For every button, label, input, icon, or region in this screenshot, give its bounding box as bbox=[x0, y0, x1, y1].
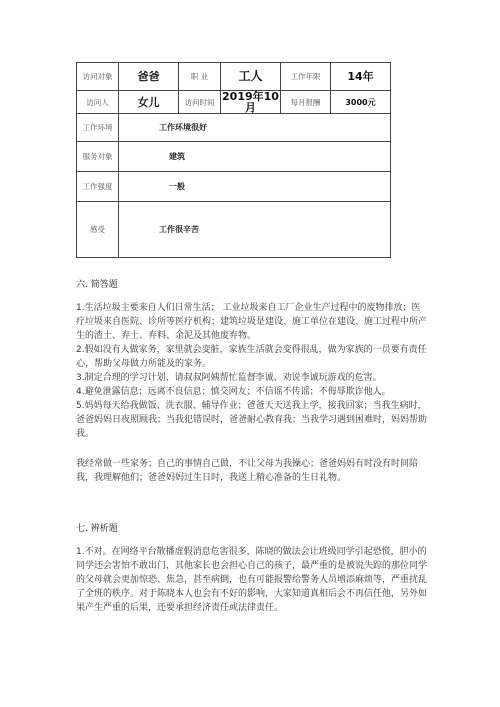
table-row bbox=[77, 172, 391, 202]
section6-answers bbox=[76, 301, 428, 441]
time-value: 2019年10月 bbox=[222, 90, 279, 114]
section7-answers bbox=[76, 545, 428, 615]
answer-item-4: 4.避免泄露信息；远离不良信息；慎交网友；不信谣不传谣；不侮辱欺诈他人。 bbox=[76, 387, 391, 397]
analysis-item-1: 1.不对。在网络平台散播虚假消息危害很多，陈晓的做法会让班级同学引起恐慌，胆小的同学还会害怕不敢出门，其他家长也会担心自己的孩子，最严重的是被说失踪的那位同学的父母就会更加惊恐、焦急，甚至病倒，也有可能报警给警务人员增添麻烦等，严重扰乱了全班的秩序。对于陈晓本人也会有不好的影响，大家知道真相后会不再信任他，另外如果产生严重的后果，还要承担经济责任或法律责任。 bbox=[76, 547, 428, 613]
service-target-label: 服务对象 bbox=[77, 142, 119, 172]
answer-item-2: 2.假如没有人做家务，家里就会变脏，家族生活就会变得很乱，做为家族的一员要有责任心，帮助父母做力所能及的家务。 bbox=[76, 345, 427, 369]
years-label: 工作年限 bbox=[281, 63, 331, 91]
environment-value: 工作环境很好 bbox=[159, 123, 207, 132]
intensity-label: 工作强度 bbox=[77, 172, 119, 202]
job-value: 工人 bbox=[221, 63, 281, 91]
visitor-label: 访问人 bbox=[77, 91, 119, 114]
table-row bbox=[77, 63, 391, 91]
years-value: 14年 bbox=[331, 63, 391, 91]
survey-table bbox=[76, 62, 391, 258]
table-row bbox=[77, 91, 391, 114]
income-value: 3000元 bbox=[331, 91, 391, 114]
table-row bbox=[77, 202, 391, 258]
answer-item-3: 3.制定合理的学习计划、请叔叔阿姨帮忙监督李诚、劝说李诚玩游戏的危害。 bbox=[76, 373, 382, 383]
table-row bbox=[77, 142, 391, 172]
answer-item-1: 1.生活垃圾主要来自人们日常生活； 工业垃圾来自工厂企业生产过程中的废物排放；医疗垃圾来自医院、诊所等医疗机构；建筑垃圾是建设、施工单位在建设、施工过程中所产生的渣土、弃土、弃料、余泥及其他废弃物。 bbox=[76, 303, 428, 341]
answer-item-5: 5.妈妈每天给我做饭、洗衣服、辅导作业；爸爸天天送我上学，接我回家；当我生病时，爸爸妈妈日夜照顾我；当我犯错误时，爸爸耐心教育我；当我学习遇到困难时，妈妈帮助我。 bbox=[76, 401, 428, 439]
service-target-value: 建筑 bbox=[169, 152, 185, 161]
visit-target-label: 访问对象 bbox=[77, 63, 119, 91]
feeling-value: 工作很辛苦 bbox=[159, 225, 199, 234]
section6-extra: 我经常做一些家务；自己的事情自己做，不让父母为我操心；爸爸妈妈有时没有时间陪我，我理解他们；爸爸妈妈过生日时，我送上精心准备的生日礼物。 bbox=[76, 459, 419, 483]
table-row bbox=[77, 114, 391, 142]
feeling-label: 感受 bbox=[77, 202, 119, 258]
environment-label: 工作环境 bbox=[77, 114, 119, 142]
intensity-value: 一般 bbox=[169, 182, 185, 191]
time-label: 访问时间 bbox=[179, 91, 221, 114]
job-label: 职 业 bbox=[179, 63, 221, 91]
visitor-value: 女儿 bbox=[119, 91, 179, 114]
visit-target-value: 爸爸 bbox=[119, 63, 179, 91]
section7-title: 七. 辨析题 bbox=[76, 524, 118, 534]
section6-title: 六. 简答题 bbox=[76, 280, 118, 290]
income-label: 每月报酬 bbox=[281, 91, 331, 114]
